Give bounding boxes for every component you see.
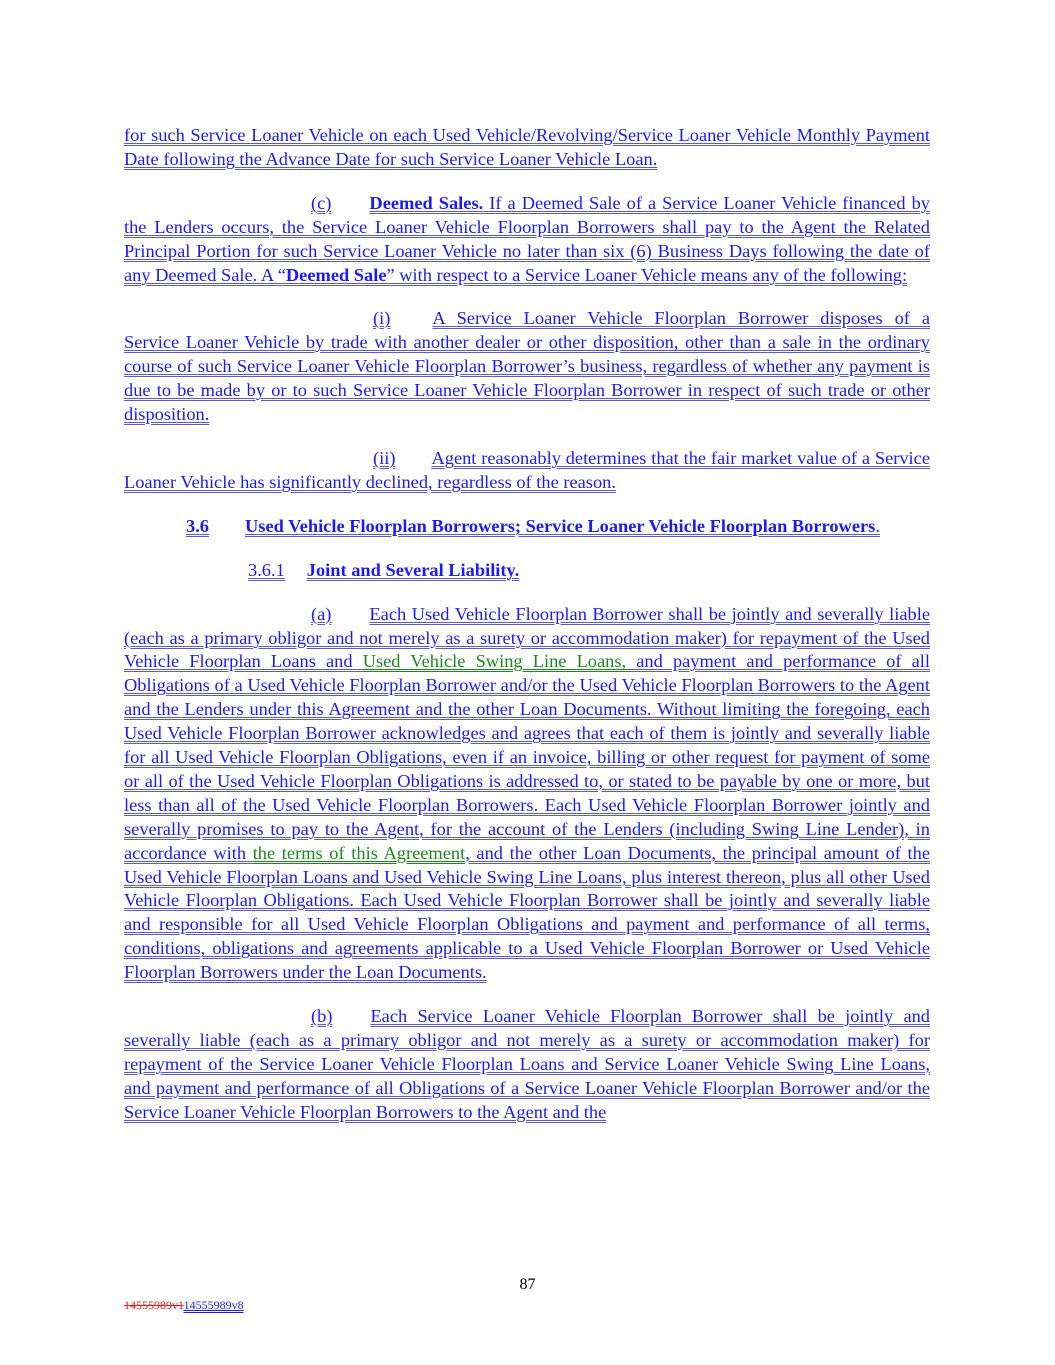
paragraph-text: Each Service Loaner Vehicle Floorplan Borrower shall be jointly and severally liable (each as a primary obligor and not merely as a surety or accommodation maker) for repayment of the Service Loaner Vehicle Floorplan Loans and Service Loaner Vehicle Swing Line Loans, and payment and performance of all Obligations of a Service Loaner Vehicle Floorplan Borrower and/or the Service Loaner Vehicle Floorplan Borrowers to the Agent and the — [124, 1006, 930, 1122]
section-3-6-1-heading — [124, 559, 930, 583]
paragraph-continuation — [124, 124, 930, 172]
section-number: 3.6.1 — [248, 559, 285, 580]
paragraph-text: Agent reasonably determines that the fair market value of a Service Loaner Vehicle has significantly declined, regardless of the reason. — [124, 447, 930, 492]
paragraph-text: If a Deemed Sale of a Service Loaner Vehicle financed by the Lenders occurs, the Service Loaner Vehicle Floorplan Borrowers shall pay to the Agent the Related Principal Portion for such Service Loaner Vehicle no later than six (6) Business Days following the date of any Deemed Sale. A “ — [124, 192, 930, 285]
paragraph-c — [124, 192, 930, 288]
paragraph-text: for such Service Loaner Vehicle on each Used Vehicle/Revolving/Service Loaner Vehicle Monthly Payment Date following the Advance Date for such Service Loaner Vehicle Loan. — [124, 125, 930, 169]
paragraph-ii — [124, 447, 930, 495]
paragraph-text: , and the other Loan Documents, the principal amount of the Used Vehicle Floorplan Loans and Used Vehicle Swing Line Loans, plus interest thereon, plus all other Used Vehicle Floorplan Obligations. Each Used Vehicle Floorplan Borrower shall be jointly and severally liable and responsible for all Used Vehicle Floorplan Obligations and payment and performance of all terms, conditions, obligations and agreements applicable to a Used Vehicle Floorplan Borrower or Used Vehicle Floorplan Borrowers under the Loan Documents. — [124, 842, 931, 983]
moved-text: Used Vehicle Swing Line Loans, — [362, 651, 627, 672]
defined-term: Deemed Sale — [285, 264, 387, 285]
section-number: 3.6 — [186, 515, 209, 536]
deleted-document-id: 14555989v1 — [124, 1298, 184, 1312]
paragraph-number: (a) — [311, 603, 332, 624]
moved-text: the terms of this Agreement — [252, 842, 466, 863]
paragraph-number: (i) — [373, 308, 391, 329]
section-heading: Joint and Several Liability. — [306, 559, 520, 580]
section-heading-period: . — [875, 515, 880, 536]
paragraph-text: A Service Loaner Vehicle Floorplan Borrower disposes of a Service Loaner Vehicle by trade with another dealer or other disposition, other than a sale in the ordinary course of such Service Loaner Vehicle Floorplan Borrower’s business, regardless of whether any payment is due to be made by or to such Service Loaner Vehicle Floorplan Borrower in respect of such trade or other disposition. — [124, 308, 930, 425]
inserted-document-id: 14555989v8 — [183, 1298, 244, 1312]
paragraph-text: Each Used Vehicle Floorplan Borrower shall be jointly and severally liable (each as a primary obligor and not merely as a surety or accommodation maker) for repayment of the Used Vehicle Floorplan Loans and — [124, 603, 930, 672]
paragraph-b — [124, 1005, 930, 1125]
paragraph-heading: Deemed Sales. — [369, 192, 484, 213]
section-3-6-heading — [124, 515, 930, 539]
paragraph-text: ” with respect to a Service Loaner Vehicle means any of the following: — [386, 264, 908, 285]
page-number: 87 — [519, 1276, 536, 1293]
document-page — [124, 124, 930, 1145]
paragraph-number: (ii) — [373, 447, 396, 468]
paragraph-number: (c) — [311, 192, 332, 213]
paragraph-i — [124, 307, 930, 427]
paragraph-number: (b) — [311, 1006, 333, 1027]
document-id — [124, 1298, 244, 1313]
section-heading: Used Vehicle Floorplan Borrowers; Service Loaner Vehicle Floorplan Borrowers — [245, 515, 876, 536]
paragraph-text: and payment and performance of all Obligations of a Used Vehicle Floorplan Borrower and/or the Used Vehicle Floorplan Borrowers to the Agent and the Lenders under this Agreement and the other Loan Documents. Without limiting the foregoing, each Used Vehicle Floorplan Borrower acknowledges and agrees that each of them is jointly and severally liable for all Used Vehicle Floorplan Obligations, even if an invoice, billing or other request for payment of some or all of the Used Vehicle Floorplan Obligations is addressed to, or stated to be payable by one or more, but less than all of the Used Vehicle Floorplan Borrowers. Each Used Vehicle Floorplan Borrower jointly and severally promises to pay to the Agent, for the account of the Lenders (including Swing Line Lender), in accordance with — [124, 651, 930, 863]
paragraph-a — [124, 603, 930, 986]
